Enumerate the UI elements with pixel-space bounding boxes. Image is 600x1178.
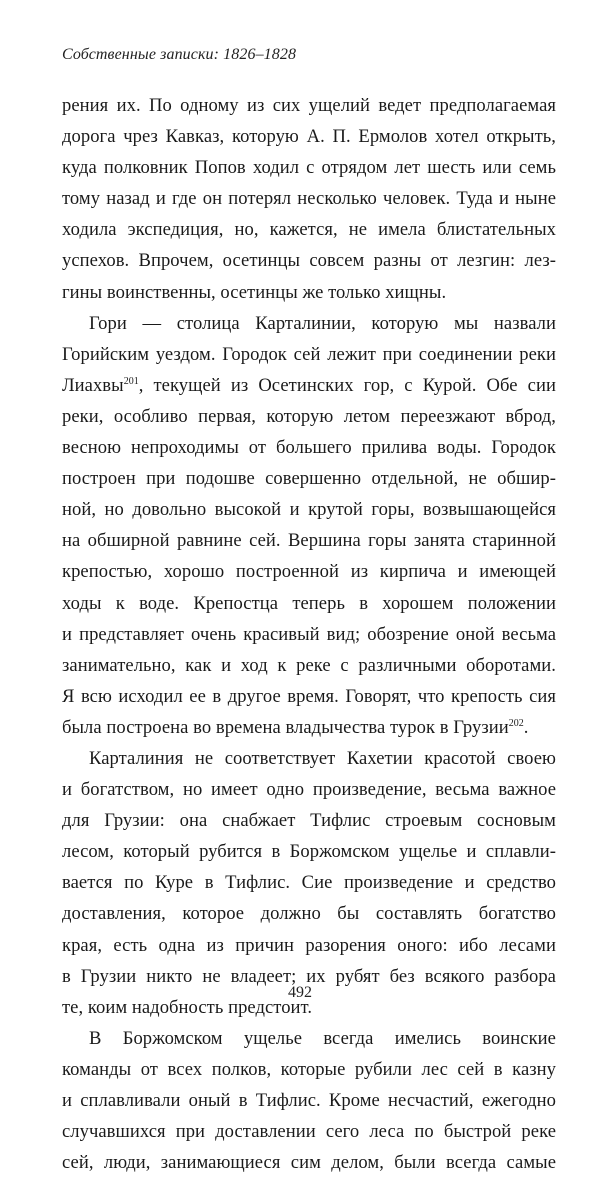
text-line: случавшихся при доставлении сего леса по быстрой реке	[62, 1121, 556, 1143]
text-line: гины воинственны, осетинцы же только хищны.	[62, 281, 447, 303]
text-line: реки, особливо первая, которую летом переезжают вброд,	[62, 405, 556, 427]
paragraph-4	[62, 1023, 556, 1178]
text-line-with-footnote: была построена во времена владычества турок в Грузии$^{202}$.	[62, 716, 529, 738]
text-line: построен при подошве совершенно отдельной, не обшир-	[62, 468, 556, 490]
text-line: занимательно, как и ход к реке с различными оборотами.	[62, 654, 556, 676]
text-line: ходила экспедиция, но, кажется, не имела блистательных	[62, 219, 556, 241]
text-line: на обширной равнине сей. Вершина горы занята старинной	[62, 530, 556, 552]
page-number: 492	[288, 984, 312, 1001]
text-line-with-footnote	[62, 370, 556, 401]
text-fragment: Лиахвы	[62, 374, 124, 396]
text-line: рения их. По одному из сих ущелий ведет предполагаемая	[62, 95, 556, 116]
text-line: крепостью, хорошо построенной из кирпича и имеющей	[62, 561, 556, 583]
text-line: тому назад и где он потерял несколько человек. Туда и ныне	[62, 188, 556, 210]
paragraph-3	[62, 743, 556, 1023]
running-header: Собственные записки: 1826–1828	[62, 46, 297, 63]
text-line: весною непроходимы от большего прилива воды. Городок	[62, 437, 556, 459]
text-line: в Грузии никто не владеет; их рубят без всякого разбора	[62, 965, 556, 987]
text-fragment: была построена во времена владычества турок в Грузии	[62, 716, 509, 738]
paragraph-1	[62, 90, 556, 308]
text-line: края, есть одна из причин разорения оного: ибо лесами	[62, 934, 556, 956]
text-line: лесом, который рубится в Боржомском ущелье и сплавли-	[62, 841, 556, 863]
text-line: те, коим надобность предстоит.	[62, 996, 313, 1018]
text-line: вается по Куре в Тифлис. Сие произведение и средство	[62, 872, 556, 894]
text-line: Карталиния не соответствует Кахетии красотой своею	[89, 747, 556, 769]
paragraph-2	[62, 308, 556, 743]
text-line: Горийским уездом. Городок сей лежит при соединении реки	[62, 343, 556, 365]
text-line: сей, люди, занимающиеся сим делом, были всегда самые	[62, 1152, 556, 1174]
body-text	[62, 90, 556, 1178]
text-line: и представляет очень красивый вид; обозрение оной весьма	[62, 623, 556, 645]
text-line: дорога чрез Кавказ, которую А. П. Ермолов хотел открыть,	[62, 126, 556, 148]
text-line: успехов. Впрочем, осетинцы совсем разны от лезгин: лез-	[62, 250, 556, 272]
text-line: ной, но довольно высокой и крутой горы, возвышающейся	[62, 499, 556, 521]
text-line: команды от всех полков, которые рубили лес сей в казну	[62, 1058, 556, 1080]
footnote-ref-202[interactable]: 202	[508, 717, 524, 729]
text-fragment: , текущей из Осетинских гор, с Курой. Обе сии	[138, 374, 556, 396]
text-line: ходы к воде. Крепостца теперь в хорошем положении	[62, 592, 556, 614]
text-line: Я всю исходил ее в другое время. Говорят, что крепость сия	[62, 685, 556, 707]
text-line: и богатством, но имеет одно произведение, весьма важное	[62, 779, 556, 801]
text-line: куда полковник Попов ходил с отрядом лет шесть или семь	[62, 157, 556, 179]
text-line: и сплавливали оный в Тифлис. Кроме несчастий, ежегодно	[62, 1090, 556, 1111]
text-line: для Грузии: она снабжает Тифлис строевым сосновым	[62, 810, 556, 832]
text-line: Гори — столица Карталинии, которую мы назвали	[89, 312, 556, 334]
footnote-ref-201[interactable]: 201	[123, 375, 139, 387]
text-line: доставления, которое должно бы составлять богатство	[62, 903, 556, 925]
text-line: В Боржомском ущелье всегда имелись воинские	[89, 1027, 556, 1049]
